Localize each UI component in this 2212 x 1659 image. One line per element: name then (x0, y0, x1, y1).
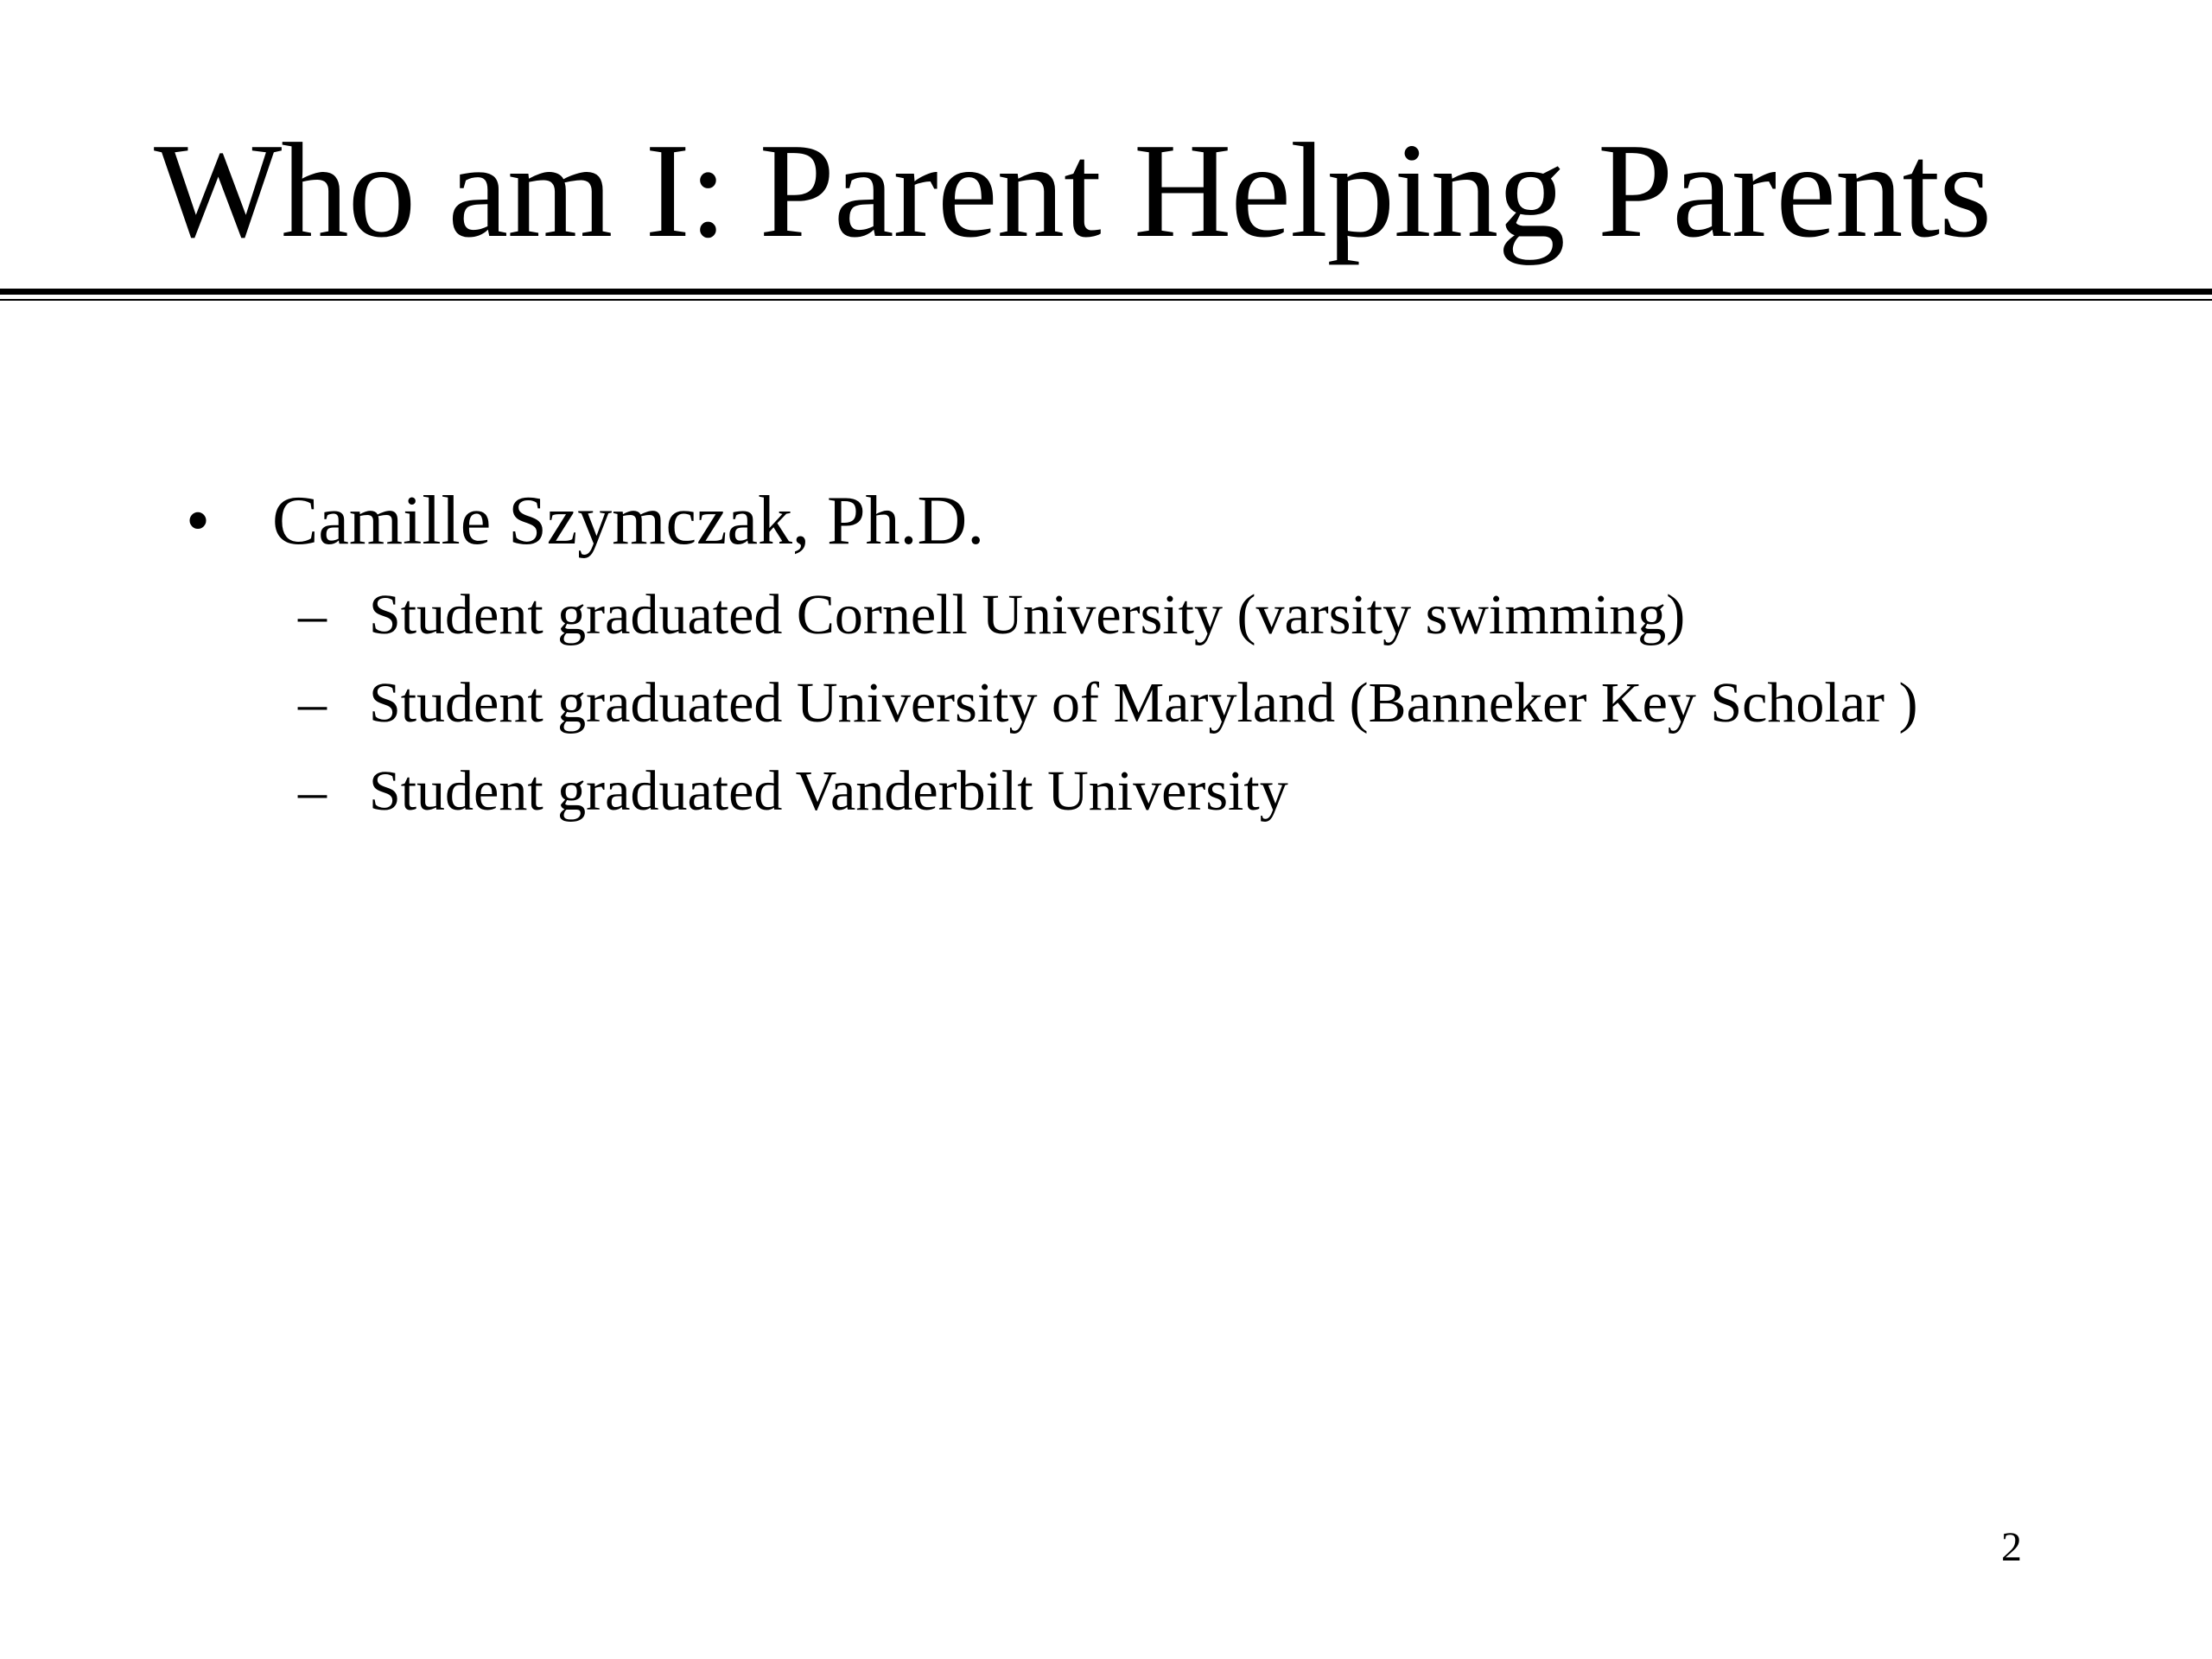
sub-item-marker: – (298, 583, 327, 646)
bullet-item (186, 480, 984, 563)
bullet-text: Camille Szymczak, Ph.D. (272, 483, 985, 559)
sub-item-text: Student graduated Vanderbilt University (369, 760, 1288, 823)
bullet-marker: • (186, 483, 211, 559)
sub-item-marker: – (298, 671, 327, 734)
page-number: 2 (2001, 1524, 2022, 1570)
sub-item-text: Student graduated University of Maryland (Banneker Key Scholar ) (369, 671, 1918, 734)
sub-item (298, 669, 1917, 737)
sub-item (298, 581, 1685, 649)
sub-item-marker: – (298, 760, 327, 823)
title-divider-thin (0, 299, 2212, 301)
sub-item-text: Student graduated Cornell University (varsity swimming) (369, 583, 1686, 646)
title-divider-thick (0, 289, 2212, 295)
sub-item (298, 757, 1288, 825)
slide-title: Who am I: Parent Helping Parents (154, 115, 1992, 265)
